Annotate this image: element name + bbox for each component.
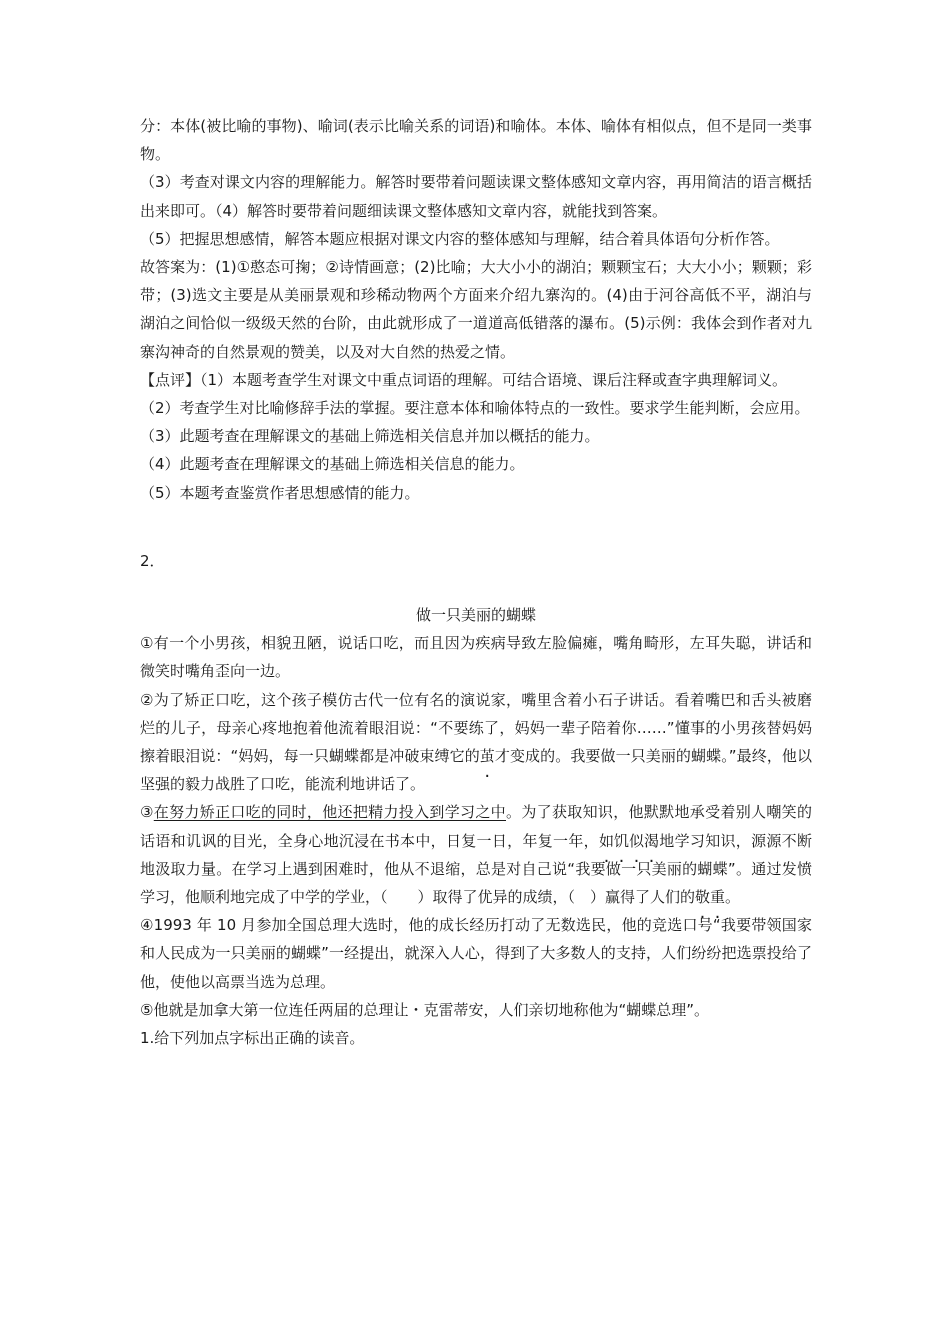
document-page <box>140 112 812 1052</box>
article-paragraph-5: ⑤他就是加拿大第一位连任两届的总理让・克雷蒂安，人们亲切地称他为“蝴蝶总理”。 <box>140 1000 709 1019</box>
dotted-char-zhong: 重 <box>710 888 726 907</box>
question-number: 2． <box>140 551 165 570</box>
dotted-char-jing: 敬 <box>695 888 711 907</box>
dotted-char-ke: 渴 <box>643 831 659 850</box>
comment-line-4: （4）此题考查在理解课文的基础上筛选相关信息的能力。 <box>140 455 525 474</box>
dotted-char-ji: 饥 <box>613 831 629 850</box>
article-paragraph-3 <box>140 798 812 911</box>
article-paragraph-4: ④1993 年 10 月参加全国总理大选时，他的成长经历打动了无数选民，他的竞选口号“我要带领国家和人民成为一只美丽的蝴蝶”一经提出，就深入人心，得到了大多数人的支持，人们纷纷把选票投给了他，使他以高票当选为总理。 <box>140 916 812 991</box>
dotted-char-si: 似 <box>628 831 644 850</box>
comment-line-5: （5）本题考查鉴赏作者思想感情的能力。 <box>140 483 420 502</box>
paragraph-2-text-b: 才变成的。我要做一只美丽的蝴蝶。”最终，他以坚强的毅力战胜了口吃，能流利地讲话了。 <box>140 747 812 794</box>
paragraph-3-text-c: 。 <box>725 888 741 907</box>
article-paragraph-1: ①有一个小男孩，相貌丑陋，说话口吃，而且因为疾病导致左脸偏瘫，嘴角畸形，左耳失聪，讲话和微笑时嘴角歪向一边。 <box>140 634 812 681</box>
comment-line-3: （3）此题考查在理解课文的基础上筛选相关信息并加以概括的能力。 <box>140 427 600 446</box>
paragraph-3-text-a: 。为了获取知识，他默默地承受着别人嘲笑的话语和讥讽的目光，全身心地沉浸在书本中，日复一日，年复一年， <box>140 803 812 850</box>
article-title: 做一只美丽的蝴蝶 <box>415 606 536 625</box>
answer-paragraph: 故答案为：(1)①憨态可掬；②诗情画意；(2)比喻；大大小小的湖泊；颗颗宝石；大大小小；颗颗；彩带；(3)选文主要是从美丽景观和珍稀动物两个方面来介绍九寨沟的。(4)由于河谷高低不平，湖泊与湖泊之间恰似一级级天然的台阶，由此就形成了一道道高低错落的瀑布。(5)示例：我体会到作者对九寨沟神奇的自然景观的赞美，以及对大自然的热爱之情。 <box>140 258 812 361</box>
underlined-sentence: 在努力矫正口吃的同时，他还把精力投入到学习之中 <box>153 803 506 822</box>
dotted-char-ru: 如 <box>598 831 614 850</box>
analysis-line-3: （5）把握思想感情，解答本题应根据对课文内容的整体感知与理解，结合着具体语句分析作答。 <box>140 229 780 248</box>
analysis-line-1: 分：本体(被比喻的事物)、喻词(表示比喻关系的词语)和喻体。本体、喻体有相似点，但不是同一类事物。 <box>140 117 812 164</box>
paragraph-2-text-a: ②为了矫正口吃，这个孩子模仿古代一位有名的演说家，嘴里含着小石子讲话。看着嘴巴和舌头被磨烂的儿子，母亲心疼地抱着他流着眼泪说：“不要练了，妈妈一辈子陪着你……”懂事的小男孩替妈妈擦着眼泪说：“妈妈，每一只蝴蝶都是冲破束缚它的 <box>140 690 812 766</box>
article-paragraph-2 <box>140 686 812 799</box>
comment-line-1: 【点评】（1）本题考查学生对课文中重点词语的理解。可结合语境、课后注释或查字典理解词义。 <box>140 370 788 389</box>
sub-question-1: 1.给下列加点字标出正确的读音。 <box>140 1029 365 1048</box>
analysis-line-2: （3）考查对课文内容的理解能力。解答时要带着问题读课文整体感知文章内容，再用简洁的语言概括出来即可。（4）解答时要带着问题细读课文整体感知文章内容，就能找到答案。 <box>140 173 812 220</box>
dotted-char-jian: 茧 <box>479 747 495 766</box>
paragraph-3-prefix: ③ <box>140 803 154 822</box>
comment-line-2: （2）考查学生对比喻修辞手法的掌握。要注意本体和喻体特点的一致性。要求学生能判断，会应用。 <box>140 399 810 418</box>
paragraph-3-text-b: 地学习知识，源源不断地汲取力量。在学习上遇到困难时，他从不退缩，总是对自己说“我要做一只美丽的蝴蝶”。通过发愤学习，他顺利地完成了中学的学业，（ ）取得了优异的成绩，（ ）赢得了人们的 <box>140 831 812 907</box>
